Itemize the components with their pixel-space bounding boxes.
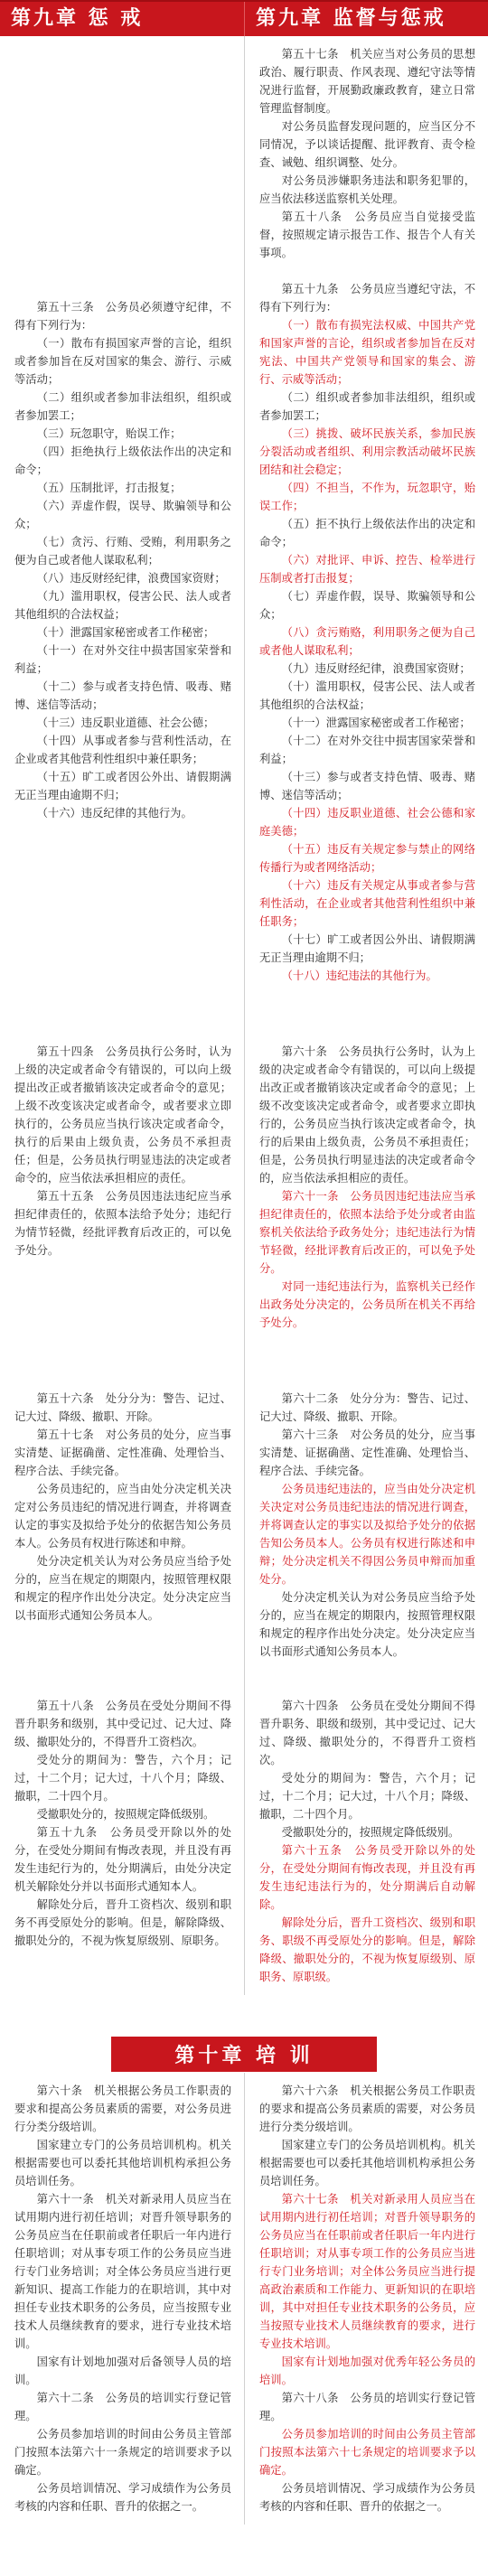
article-paragraph: （九）滥用职权，侵害公民、法人或者其他组织的合法权益； <box>14 590 231 621</box>
chapter-9-header <box>0 0 488 36</box>
comparison-block-supervision <box>0 36 488 271</box>
article-paragraph: 第六十五条 公务员受开除以外的处分，在受处分期间有悔改表现，并且没有再发生违纪违法行为的，处分期满后自动解除。 <box>259 1844 475 1911</box>
article-paragraph: 第六十一条 公务员因违纪违法应当承担纪律责任的，依照本法给予处分或者由监察机关依法给予政务处分；违纪违法行为情节轻微，经批评教育后改正的，可以免予处分。 <box>259 1190 475 1275</box>
new-law-column <box>244 36 488 271</box>
new-law-column <box>244 1670 488 1995</box>
article-paragraph: （一）散布有损国家声誉的言论，组织或者参加旨在反对国家的集会、游行、示威等活动； <box>14 337 231 386</box>
article-paragraph: （十三）违反职业道德、社会公德； <box>36 717 215 729</box>
new-law-column <box>244 2073 488 2524</box>
article-paragraph: （十六）违反纪律的其他行为。 <box>36 807 192 820</box>
article-paragraph: （二）组织或者参加非法组织，组织或者参加罢工； <box>259 391 475 422</box>
comparison-block-sanctions <box>0 1341 488 1670</box>
article-paragraph: （三）玩忽职守，贻误工作； <box>36 427 182 440</box>
article-paragraph: 第六十七条 机关对新录用人员应当在试用期内进行初任培训；对晋升领导职务的公务员应当在任职前或者任职后一年内进行任职培训；对从事专项工作的公务员应当进行专门业务培训；对全体公务员应当进行提高政治素质和工作能力、更新知识的在职培训，其中对担任专业技术职务的公务员，应当按照专业技术人员继续教育的要求，进行专业技术培训。 <box>259 2193 475 2350</box>
chapter-9-title-new: 第九章 监督与惩戒 <box>244 2 488 36</box>
article-paragraph: 第六十三条 对公务员的处分，应当事实清楚、证据确凿、定性准确、处理恰当、程序合法、手续完备。 <box>259 1429 475 1477</box>
article-paragraph: （十一）在对外交往中损害国家荣誉和利益； <box>14 644 231 675</box>
article-paragraph: 第五十八条 公务员应当自觉接受监督，按照规定请示报告工作、报告个人有关事项。 <box>259 211 475 259</box>
article-paragraph: 对公务员涉嫌职务违法和职务犯罪的，应当依法移送监察机关处理。 <box>259 174 475 205</box>
article-paragraph: （二）组织或者参加非法组织，组织或者参加罢工； <box>14 391 231 422</box>
article-paragraph: 第五十八条 公务员在受处分期间不得晋升职务和级别，其中受记过、记大过、降级、撤职处分的，不得晋升工资档次。 <box>14 1700 231 1748</box>
comparison-block-discipline <box>0 271 488 994</box>
article-paragraph: 第五十五条 公务员因违法违纪应当承担纪律责任的，依照本法给予处分；违纪行为情节轻微，经批评教育后改正的，可以免予处分。 <box>14 1190 231 1257</box>
article-paragraph: （十三）参与或者支持色情、吸毒、赌博、迷信等活动； <box>259 771 475 801</box>
article-paragraph: （十五）旷工或者因公外出、请假期满无正当理由逾期不归； <box>14 771 231 801</box>
article-paragraph: 受撤职处分的，按照规定降低级别。 <box>281 1826 460 1839</box>
article-paragraph: （六）对批评、申诉、控告、检举进行压制或者打击报复； <box>259 554 475 585</box>
article-paragraph: 第六十二条 公务员的培训实行登记管理。 <box>14 2392 231 2422</box>
article-paragraph: 第五十六条 处分分为：警告、记过、记大过、降级、撤职、开除。 <box>14 1392 231 1423</box>
new-law-column <box>244 1341 488 1670</box>
new-law-column <box>244 994 488 1341</box>
article-paragraph: （十六）违反有关规定从事或者参与营利性活动，在企业或者其他营利性组织中兼任职务； <box>259 879 475 928</box>
article-paragraph: 第五十七条 对公务员的处分，应当事实清楚、证据确凿、定性准确、处理恰当、程序合法、手续完备。 <box>14 1429 231 1477</box>
article-paragraph: 第六十条 机关根据公务员工作职责的要求和提高公务员素质的需要，对公务员进行分类分级培训。 <box>14 2084 231 2133</box>
article-paragraph: （十）滥用职权，侵害公民、法人或者其他组织的合法权益； <box>259 680 475 711</box>
old-law-column <box>0 1341 244 1670</box>
article-paragraph: 第五十九条 公务员应当遵纪守法，不得有下列行为： <box>259 283 475 314</box>
article-paragraph: （八）违反财经纪律，浪费国家资财； <box>36 572 226 585</box>
article-paragraph: 受处分的期间为：警告，六个月；记过，十二个月；记大过，十八个月；降级、撤职，二十四个月。 <box>14 1754 231 1803</box>
chapter-10-title: 第十章 培 训 <box>111 2037 376 2072</box>
article-paragraph: （十七）旷工或者因公外出、请假期满无正当理由逾期不归； <box>259 933 475 964</box>
article-paragraph: （三）挑拨、破坏民族关系，参加民族分裂活动或者组织、利用宗教活动破坏民族团结和社会稳定； <box>259 427 475 476</box>
article-paragraph: 第六十条 公务员执行公务时，认为上级的决定或者命令有错误的，可以向上级提出改正或者撤销该决定或者命令的意见；上级不改变该决定或者命令，或者要求立即执行的，公务员应当执行该决定或者命令，执行的后果由上级负责，公务员不承担责任；但是，公务员执行明显违法的决定或者命令的，应当依法承担相应的责任。 <box>259 1045 475 1185</box>
old-law-column <box>0 271 244 994</box>
article-paragraph: （十）泄露国家秘密或者工作秘密； <box>36 626 215 639</box>
article-paragraph: （四）拒绝执行上级依法作出的决定和命令； <box>14 445 231 476</box>
article-paragraph: （四）不担当，不作为，玩忽职守，贻误工作； <box>259 482 475 512</box>
article-paragraph: 公务员培训情况、学习成绩作为公务员考核的内容和任职、晋升的依据之一。 <box>259 2482 475 2513</box>
chapter-9-title-old: 第九章 惩 戒 <box>11 7 144 30</box>
article-paragraph: 处分决定机关认为对公务员应当给予处分的，应当在规定的期限内，按照管理权限和规定的程序作出处分决定。处分决定应当以书面形式通知公务员本人。 <box>259 1591 475 1658</box>
article-paragraph: 第六十一条 机关对新录用人员应当在试用期内进行初任培训；对晋升领导职务的公务员应当在任职前或者任职后一年内进行任职培训；对从事专项工作的公务员应当进行专门业务培训；对全体公务员应当进行更新知识、提高工作能力的在职培训，其中对担任专业技术职务的公务员，应当按照专业技术人员继续教育的要求，进行专业技术培训。 <box>14 2193 231 2350</box>
article-paragraph: 国家有计划地加强对优秀年轻公务员的培训。 <box>259 2356 475 2386</box>
old-law-column <box>0 1670 244 1995</box>
comparison-block-sanction-period <box>0 1670 488 1995</box>
old-law-column <box>0 994 244 1341</box>
article-paragraph: 解除处分后，晋升工资档次、级别和职务不再受原处分的影响。但是，解除降级、撤职处分的，不视为恢复原级别、原职务。 <box>14 1898 231 1947</box>
article-paragraph: （八）贪污贿赂，利用职务之便为自己或者他人谋取私利； <box>259 626 475 657</box>
article-paragraph: （九）违反财经纪律，浪费国家资财； <box>281 662 471 675</box>
article-paragraph: （七）弄虚作假，误导、欺骗领导和公众； <box>259 590 475 621</box>
chapter-10-header <box>0 2035 488 2073</box>
article-paragraph: （七）贪污、行贿、受贿，利用职务之便为自己或者他人谋取私利； <box>14 536 231 567</box>
article-paragraph: （十一）泄露国家秘密或者工作秘密； <box>281 717 471 729</box>
article-paragraph: 受处分的期间为：警告，六个月；记过，十二个月；记大过，十八个月；降级、撤职，二十四个月。 <box>259 1772 475 1821</box>
article-paragraph: 处分决定机关认为对公务员应当给予处分的，应当在规定的期限内，按照管理权限和规定的程序作出处分决定。处分决定应当以书面形式通知公务员本人。 <box>14 1555 231 1622</box>
article-paragraph: 公务员违纪违法的，应当由处分决定机关决定对公务员违纪违法的情况进行调查，并将调查认定的事实以及拟给予处分的依据告知公务员本人。公务员有权进行陈述和申辩；处分决定机关不得因公务员申辩而加重处分。 <box>259 1483 475 1586</box>
article-paragraph: （六）弄虚作假，误导、欺骗领导和公众； <box>14 500 231 530</box>
article-paragraph: （一）散布有损宪法权威、中国共产党和国家声誉的言论，组织或者参加旨在反对宪法、中国共产党领导和国家的集会、游行、示威等活动； <box>259 319 475 386</box>
article-paragraph: （十八）违纪违法的其他行为。 <box>281 970 437 982</box>
article-paragraph: （十二）参与或者支持色情、吸毒、赌博、迷信等活动； <box>14 680 231 711</box>
article-paragraph: （十四）违反职业道德、社会公德和家庭美德； <box>259 807 475 838</box>
article-paragraph: 公务员参加培训的时间由公务员主管部门按照本法第六十七条规定的培训要求予以确定。 <box>259 2428 475 2477</box>
article-paragraph: 第六十二条 处分分为：警告、记过、记大过、降级、撤职、开除。 <box>259 1392 475 1423</box>
article-paragraph: 公务员违纪的，应当由处分决定机关决定对公务员违纪的情况进行调查，并将调查认定的事实及拟给予处分的依据告知公务员本人。公务员有权进行陈述和申辩。 <box>14 1483 231 1550</box>
article-paragraph: 受撤职处分的，按照规定降低级别。 <box>36 1808 215 1821</box>
article-paragraph: 国家有计划地加强对后备领导人员的培训。 <box>14 2356 231 2386</box>
article-paragraph: 公务员培训情况、学习成绩作为公务员考核的内容和任职、晋升的依据之一。 <box>14 2482 231 2513</box>
article-paragraph: 解除处分后，晋升工资档次、级别和职务、职级不再受原处分的影响。但是，解除降级、撤职处分的，不视为恢复原级别、原职务、原职级。 <box>259 1916 475 1983</box>
new-law-column <box>244 271 488 994</box>
old-law-column <box>0 36 244 271</box>
article-paragraph: （五）拒不执行上级依法作出的决定和命令； <box>259 518 475 548</box>
article-paragraph: 公务员参加培训的时间由公务员主管部门按照本法第六十一条规定的培训要求予以确定。 <box>14 2428 231 2477</box>
article-paragraph: （十二）在对外交往中损害国家荣誉和利益； <box>259 735 475 765</box>
article-paragraph: 国家建立专门的公务员培训机构。机关根据需要也可以委托其他培训机构承担公务员培训任务。 <box>14 2139 231 2187</box>
article-paragraph: 对公务员监督发现问题的，应当区分不同情况，予以谈话提醒、批评教育、责令检查、诫勉、组织调整、处分。 <box>259 120 475 169</box>
comparison-block-training <box>0 2073 488 2524</box>
article-paragraph: 第五十四条 公务员执行公务时，认为上级的决定或者命令有错误的，可以向上级提出改正或者撤销该决定或者命令的意见；上级不改变该决定或者命令，或者要求立即执行的，公务员应当执行该决定或者命令，执行的后果由上级负责，公务员不承担责任；但是，公务员执行明显违法的决定或者命令的，应当依法承担相应的责任。 <box>14 1045 231 1185</box>
old-law-column <box>0 2073 244 2524</box>
article-paragraph: 第五十三条 公务员必须遵守纪律，不得有下列行为： <box>14 301 231 332</box>
article-paragraph: （十四）从事或者参与营利性活动，在企业或者其他营利性组织中兼任职务； <box>14 735 231 765</box>
comparison-block-responsibility <box>0 994 488 1341</box>
article-paragraph: 第六十六条 机关根据公务员工作职责的要求和提高公务员素质的需要，对公务员进行分类分级培训。 <box>259 2084 475 2133</box>
article-paragraph: 第五十九条 公务员受开除以外的处分，在受处分期间有悔改表现，并且没有再发生违纪行为的，处分期满后，由处分决定机关解除处分并以书面形式通知本人。 <box>14 1826 231 1893</box>
article-paragraph: 国家建立专门的公务员培训机构。机关根据需要也可以委托其他培训机构承担公务员培训任务。 <box>259 2139 475 2187</box>
article-paragraph: 第六十八条 公务员的培训实行登记管理。 <box>259 2392 475 2422</box>
article-paragraph: （十五）违反有关规定参与禁止的网络传播行为或者网络活动； <box>259 843 475 874</box>
article-paragraph: 第五十七条 机关应当对公务员的思想政治、履行职责、作风表现、遵纪守法等情况进行监督，开展勤政廉政教育，建立日常管理监督制度。 <box>259 48 475 115</box>
article-paragraph: 对同一违纪违法行为，监察机关已经作出政务处分决定的，公务员所在机关不再给予处分。 <box>259 1280 475 1329</box>
article-paragraph: （五）压制批评，打击报复； <box>36 482 182 494</box>
article-paragraph: 第六十四条 公务员在受处分期间不得晋升职务、职级和级别，其中受记过、记大过、降级、撤职处分的，不得晋升工资档次。 <box>259 1700 475 1766</box>
